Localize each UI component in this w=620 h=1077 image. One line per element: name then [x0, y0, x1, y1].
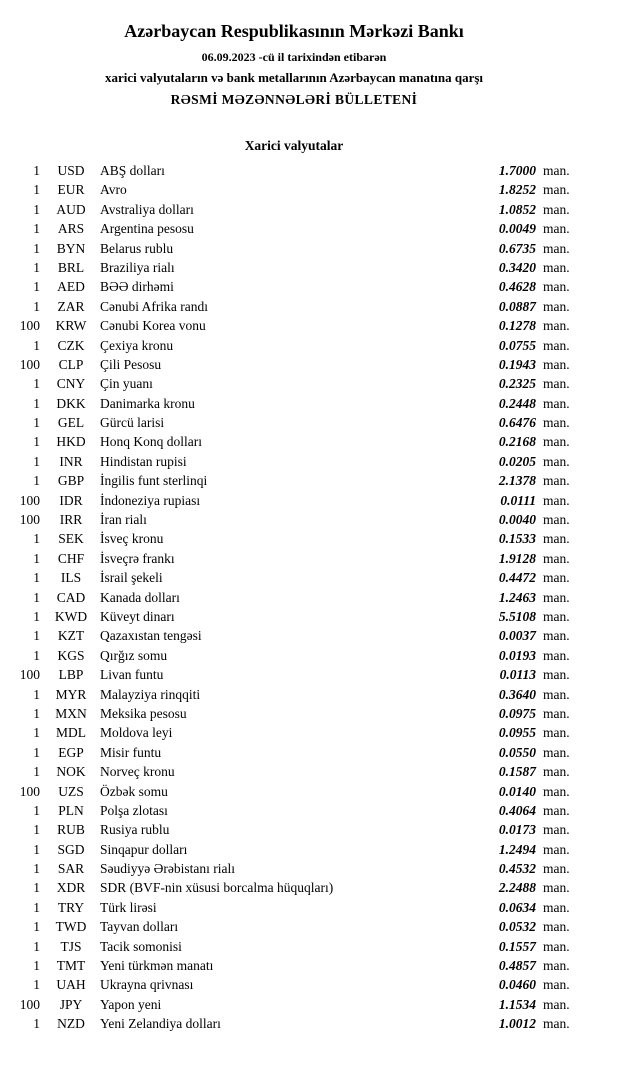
rate-value: 0.0113: [499, 667, 536, 683]
rate-row: [12, 995, 576, 1014]
rate-value: 0.4472: [498, 570, 536, 586]
currency-name: Livan funtu: [100, 667, 164, 683]
unit-label: man.: [543, 473, 570, 489]
rate-value: 2.1378: [498, 473, 536, 489]
quantity-cell: 1: [33, 919, 40, 935]
rate-row: [12, 878, 576, 897]
unit-label: man.: [543, 531, 570, 547]
quantity-cell: 1: [33, 259, 40, 275]
quantity-cell: 1: [33, 764, 40, 780]
unit-label: man.: [543, 861, 570, 877]
currency-code: SGD: [57, 841, 85, 857]
rate-row: [12, 820, 576, 839]
unit-label: man.: [543, 725, 570, 741]
rate-row: [12, 685, 576, 704]
rate-row: [12, 588, 576, 607]
currency-code: CZK: [57, 337, 85, 353]
currency-code: IDR: [59, 492, 83, 508]
rate-row: [12, 394, 576, 413]
quantity-cell: 100: [19, 512, 40, 528]
currency-name: Misir funtu: [100, 744, 162, 760]
quantity-cell: 1: [33, 725, 40, 741]
rate-value: 0.2168: [498, 434, 536, 450]
currency-code: TRY: [57, 899, 85, 915]
currency-name: Meksika pesosu: [100, 705, 187, 721]
unit-label: man.: [543, 395, 570, 411]
quantity-cell: 1: [33, 337, 40, 353]
currency-name: Belarus rublu: [100, 240, 174, 256]
unit-label: man.: [543, 802, 570, 818]
currency-code: UAH: [56, 977, 86, 993]
quantity-cell: 1: [33, 938, 40, 954]
rate-value: 0.0550: [498, 744, 536, 760]
currency-name: Tacik somonisi: [100, 938, 182, 954]
currency-name: İran rialı: [100, 512, 147, 528]
rate-row: [12, 840, 576, 859]
currency-code: BRL: [57, 259, 85, 275]
currency-name: Çin yuanı: [100, 376, 153, 392]
unit-label: man.: [543, 163, 570, 178]
rate-row: [12, 432, 576, 451]
unit-label: man.: [543, 764, 570, 780]
currency-code: RUB: [57, 822, 85, 838]
currency-name: Cənubi Afrika randı: [100, 298, 208, 314]
rate-value: 0.1943: [498, 356, 536, 372]
rate-row: [12, 336, 576, 355]
currency-code: INR: [59, 453, 83, 469]
unit-label: man.: [543, 628, 570, 644]
bulletin-title: RƏSMİ MƏZƏNNƏLƏRİ BÜLLETENİ: [170, 92, 418, 107]
rate-row: [12, 258, 576, 277]
currency-name: Tayvan dolları: [100, 919, 179, 935]
rate-value: 0.0173: [498, 822, 536, 838]
currency-name: İndoneziya rupiası: [100, 492, 201, 508]
rate-row: [12, 200, 576, 219]
rate-value: 0.4064: [498, 802, 536, 818]
rate-value: 0.1278: [498, 318, 536, 334]
rate-value: 1.0852: [498, 201, 536, 217]
unit-label: man.: [543, 647, 570, 663]
unit-label: man.: [543, 705, 570, 721]
quantity-cell: 1: [33, 550, 40, 566]
currency-name: ABŞ dolları: [100, 163, 165, 178]
page-title: Azərbaycan Respublikasının Mərkəzi Bankı: [124, 21, 464, 41]
rate-value: 0.0140: [498, 783, 536, 799]
rate-row: [12, 239, 576, 258]
rate-value: 1.8252: [498, 182, 536, 198]
rate-row: [12, 723, 576, 742]
rate-row: [12, 568, 576, 587]
rate-row: [12, 180, 576, 199]
currency-name: Türk lirəsi: [100, 899, 157, 915]
quantity-cell: 1: [33, 647, 40, 663]
currency-code: NOK: [56, 764, 86, 780]
unit-label: man.: [543, 880, 570, 896]
rate-row: [12, 219, 576, 238]
currency-code: AED: [57, 279, 85, 295]
unit-label: man.: [543, 318, 570, 334]
currency-name: Cənubi Korea vonu: [100, 318, 206, 334]
currency-code: CLP: [58, 356, 84, 372]
rate-value: 5.5108: [498, 608, 536, 624]
rate-value: 0.0634: [498, 899, 536, 915]
rate-value: 0.4857: [498, 958, 536, 974]
rate-value: 0.3420: [498, 259, 536, 275]
currency-code: CAD: [56, 589, 86, 605]
unit-label: man.: [543, 919, 570, 935]
unit-label: man.: [543, 570, 570, 586]
rate-row: [12, 782, 576, 801]
unit-label: man.: [543, 201, 570, 217]
rate-row: [12, 491, 576, 510]
rate-value: 0.3640: [498, 686, 536, 702]
quantity-cell: 1: [33, 473, 40, 489]
quantity-cell: 1: [33, 221, 40, 237]
currency-name: Çexiya kronu: [100, 337, 174, 353]
rate-value: 2.2488: [498, 880, 536, 896]
unit-label: man.: [543, 337, 570, 353]
currency-code: MYR: [55, 686, 87, 702]
currency-name: Rusiya rublu: [100, 822, 170, 838]
unit-label: man.: [543, 182, 570, 198]
currency-code: EGP: [58, 744, 84, 760]
rate-value: 0.0887: [498, 298, 536, 314]
quantity-cell: 1: [33, 531, 40, 547]
quantity-cell: 1: [33, 182, 40, 198]
quantity-cell: 1: [33, 841, 40, 857]
currency-code: GBP: [57, 473, 85, 489]
quantity-cell: 1: [33, 298, 40, 314]
unit-label: man.: [543, 240, 570, 256]
unit-label: man.: [543, 512, 570, 528]
currency-name: Qazaxıstan tengəsi: [100, 628, 202, 644]
unit-label: man.: [543, 667, 570, 683]
unit-label: man.: [543, 977, 570, 993]
quantity-cell: 100: [19, 996, 40, 1012]
currency-code: SAR: [57, 861, 85, 877]
currency-name: Avstraliya dolları: [100, 201, 194, 217]
rate-row: [12, 549, 576, 568]
rate-row: [12, 956, 576, 975]
unit-label: man.: [543, 434, 570, 450]
section-title-foreign-currencies: Xarici valyutalar: [244, 138, 344, 153]
currency-name: Qırğız somu: [100, 647, 168, 663]
unit-label: man.: [543, 1016, 570, 1032]
quantity-cell: 1: [33, 201, 40, 217]
currency-name: BƏƏ dirhəmi: [100, 279, 174, 295]
currency-code: DKK: [56, 395, 86, 411]
quantity-cell: 100: [19, 783, 40, 799]
rate-row: [12, 471, 576, 490]
unit-label: man.: [543, 221, 570, 237]
currency-code: HKD: [56, 434, 86, 450]
quantity-cell: 1: [33, 395, 40, 411]
unit-label: man.: [543, 589, 570, 605]
currency-code: KRW: [55, 318, 87, 334]
currency-code: KZT: [57, 628, 85, 644]
unit-label: man.: [543, 259, 570, 275]
unit-label: man.: [543, 938, 570, 954]
quantity-cell: 100: [19, 318, 40, 334]
quantity-cell: 100: [19, 667, 40, 683]
currency-code: AUD: [56, 201, 86, 217]
rate-row: [12, 607, 576, 626]
quantity-cell: 1: [33, 608, 40, 624]
rate-value: 1.9128: [498, 550, 536, 566]
currency-name: Səudiyyə Ərəbistanı rialı: [100, 861, 235, 877]
rate-row: [12, 161, 576, 180]
rate-value: 0.6735: [498, 240, 536, 256]
unit-label: man.: [543, 279, 570, 295]
currency-code: TJS: [60, 938, 82, 954]
currency-code: LBP: [58, 667, 84, 683]
rate-row: [12, 277, 576, 296]
unit-label: man.: [543, 783, 570, 799]
rate-value: 0.1533: [498, 531, 536, 547]
currency-code: PLN: [58, 802, 84, 818]
rate-row: [12, 355, 576, 374]
rate-value: 0.0532: [498, 919, 536, 935]
rate-value: 0.0205: [498, 453, 536, 469]
currency-code: TWD: [55, 919, 87, 935]
unit-label: man.: [543, 453, 570, 469]
currency-name: Gürcü larisi: [100, 415, 165, 431]
rate-value: 0.0975: [498, 705, 536, 721]
currency-code: KGS: [57, 647, 85, 663]
currency-name: Danimarka kronu: [100, 395, 195, 411]
currency-code: ZAR: [57, 298, 85, 314]
rate-row: [12, 937, 576, 956]
unit-label: man.: [543, 298, 570, 314]
rate-value: 1.0012: [498, 1016, 536, 1032]
rate-value: 0.0111: [500, 492, 536, 508]
rate-value: 0.1587: [498, 764, 536, 780]
unit-label: man.: [543, 492, 570, 508]
rate-value: 0.4628: [498, 279, 536, 295]
quantity-cell: 1: [33, 279, 40, 295]
rate-value: 0.0755: [498, 337, 536, 353]
rate-row: [12, 646, 576, 665]
currency-name: Braziliya rialı: [100, 259, 175, 275]
unit-label: man.: [543, 996, 570, 1012]
rate-row: [12, 801, 576, 820]
rate-row: [12, 529, 576, 548]
rate-value: 1.2463: [498, 589, 536, 605]
rate-value: 0.2325: [498, 376, 536, 392]
rate-row: [12, 452, 576, 471]
currency-name: İsveç kronu: [100, 531, 164, 547]
currency-code: ILS: [60, 570, 82, 586]
rate-row: [12, 374, 576, 393]
rate-value: 1.1534: [498, 996, 536, 1012]
rate-row: [12, 665, 576, 684]
currency-code: NZD: [57, 1016, 85, 1032]
rate-row: [12, 762, 576, 781]
quantity-cell: 1: [33, 686, 40, 702]
rate-value: 0.0040: [498, 512, 536, 528]
quantity-cell: 1: [33, 434, 40, 450]
currency-name: Özbək somu: [100, 783, 168, 799]
rate-value: 0.0037: [498, 628, 536, 644]
currency-code: BYN: [56, 240, 86, 256]
rate-row: [12, 297, 576, 316]
rate-value: 0.2448: [498, 395, 536, 411]
currency-code: GEL: [57, 415, 85, 431]
currency-name: SDR (BVF-nin xüsusi borcalma hüquqları): [100, 880, 334, 896]
rate-value: 0.1557: [498, 938, 536, 954]
quantity-cell: 100: [19, 492, 40, 508]
currency-name: Polşa zlotası: [100, 802, 168, 818]
currency-name: Küveyt dinarı: [100, 608, 175, 624]
quantity-cell: 1: [33, 822, 40, 838]
rate-value: 0.0193: [498, 647, 536, 663]
unit-label: man.: [543, 686, 570, 702]
currency-name: Avro: [100, 182, 127, 198]
currency-code: CHF: [57, 550, 85, 566]
currency-name: Kanada dolları: [100, 589, 180, 605]
currency-name: İngilis funt sterlinqi: [100, 473, 208, 489]
quantity-cell: 1: [33, 705, 40, 721]
currency-name: Norveç kronu: [100, 764, 175, 780]
date-line: 06.09.2023 -cü il tarixindən etibarən: [201, 50, 387, 64]
unit-label: man.: [543, 356, 570, 372]
currency-name: Yapon yeni: [100, 996, 162, 1012]
quantity-cell: 1: [33, 958, 40, 974]
quantity-cell: 1: [33, 744, 40, 760]
quantity-cell: 1: [33, 163, 40, 178]
quantity-cell: 1: [33, 899, 40, 915]
unit-label: man.: [543, 958, 570, 974]
currency-code: EUR: [57, 182, 85, 198]
currency-name: Malayziya rinqqiti: [100, 686, 201, 702]
rate-row: [12, 1014, 576, 1033]
currency-name: Çili Pesosu: [100, 356, 162, 372]
currency-code: MXN: [55, 705, 87, 721]
currency-code: ARS: [57, 221, 85, 237]
currency-name: Moldova leyi: [100, 725, 173, 741]
rates-table: [12, 161, 576, 1034]
currency-code: MDL: [56, 725, 86, 741]
currency-name: Sinqapur dolları: [100, 841, 188, 857]
unit-label: man.: [543, 841, 570, 857]
currency-code: USD: [57, 163, 85, 178]
currency-name: İsrail şekeli: [100, 570, 163, 586]
rate-row: [12, 975, 576, 994]
unit-label: man.: [543, 744, 570, 760]
currency-code: TMT: [56, 958, 86, 974]
rate-row: [12, 917, 576, 936]
rate-value: 0.4532: [498, 861, 536, 877]
rate-row: [12, 626, 576, 645]
currency-code: CNY: [56, 376, 86, 392]
currency-code: JPY: [59, 996, 83, 1012]
currency-name: Yeni Zelandiya dolları: [100, 1016, 221, 1032]
quantity-cell: 1: [33, 802, 40, 818]
unit-label: man.: [543, 822, 570, 838]
unit-label: man.: [543, 415, 570, 431]
rate-row: [12, 316, 576, 335]
rate-value: 1.7000: [498, 163, 536, 178]
unit-label: man.: [543, 608, 570, 624]
quantity-cell: 1: [33, 880, 40, 896]
rate-row: [12, 898, 576, 917]
unit-label: man.: [543, 376, 570, 392]
currency-code: SEK: [58, 531, 84, 547]
currency-name: Honq Konq dolları: [100, 434, 202, 450]
quantity-cell: 1: [33, 240, 40, 256]
currency-code: UZS: [58, 783, 84, 799]
unit-label: man.: [543, 899, 570, 915]
quantity-cell: 1: [33, 415, 40, 431]
quantity-cell: 1: [33, 589, 40, 605]
quantity-cell: 1: [33, 628, 40, 644]
currency-code: KWD: [54, 608, 88, 624]
unit-label: man.: [543, 550, 570, 566]
rate-row: [12, 510, 576, 529]
rate-row: [12, 743, 576, 762]
rate-value: 1.2494: [498, 841, 536, 857]
currency-code: XDR: [56, 880, 86, 896]
rate-value: 0.0049: [498, 221, 536, 237]
currency-name: Hindistan rupisi: [100, 453, 187, 469]
quantity-cell: 1: [33, 861, 40, 877]
rate-value: 0.6476: [498, 415, 536, 431]
rate-value: 0.0955: [498, 725, 536, 741]
currency-name: İsveçrə frankı: [100, 550, 175, 566]
rate-row: [12, 413, 576, 432]
subtitle-line: xarici valyutaların və bank metallarının Azərbaycan manatına qarşı: [104, 70, 484, 85]
quantity-cell: 1: [33, 453, 40, 469]
quantity-cell: 1: [33, 977, 40, 993]
currency-name: Ukrayna qrivnası: [100, 977, 194, 993]
currency-code: IRR: [59, 512, 83, 528]
rate-row: [12, 704, 576, 723]
currency-name: Yeni türkmən manatı: [100, 958, 214, 974]
quantity-cell: 1: [33, 570, 40, 586]
quantity-cell: 1: [33, 376, 40, 392]
currency-name: Argentina pesosu: [100, 221, 194, 237]
rate-row: [12, 859, 576, 878]
rate-value: 0.0460: [498, 977, 536, 993]
quantity-cell: 1: [33, 1016, 40, 1032]
quantity-cell: 100: [19, 356, 40, 372]
